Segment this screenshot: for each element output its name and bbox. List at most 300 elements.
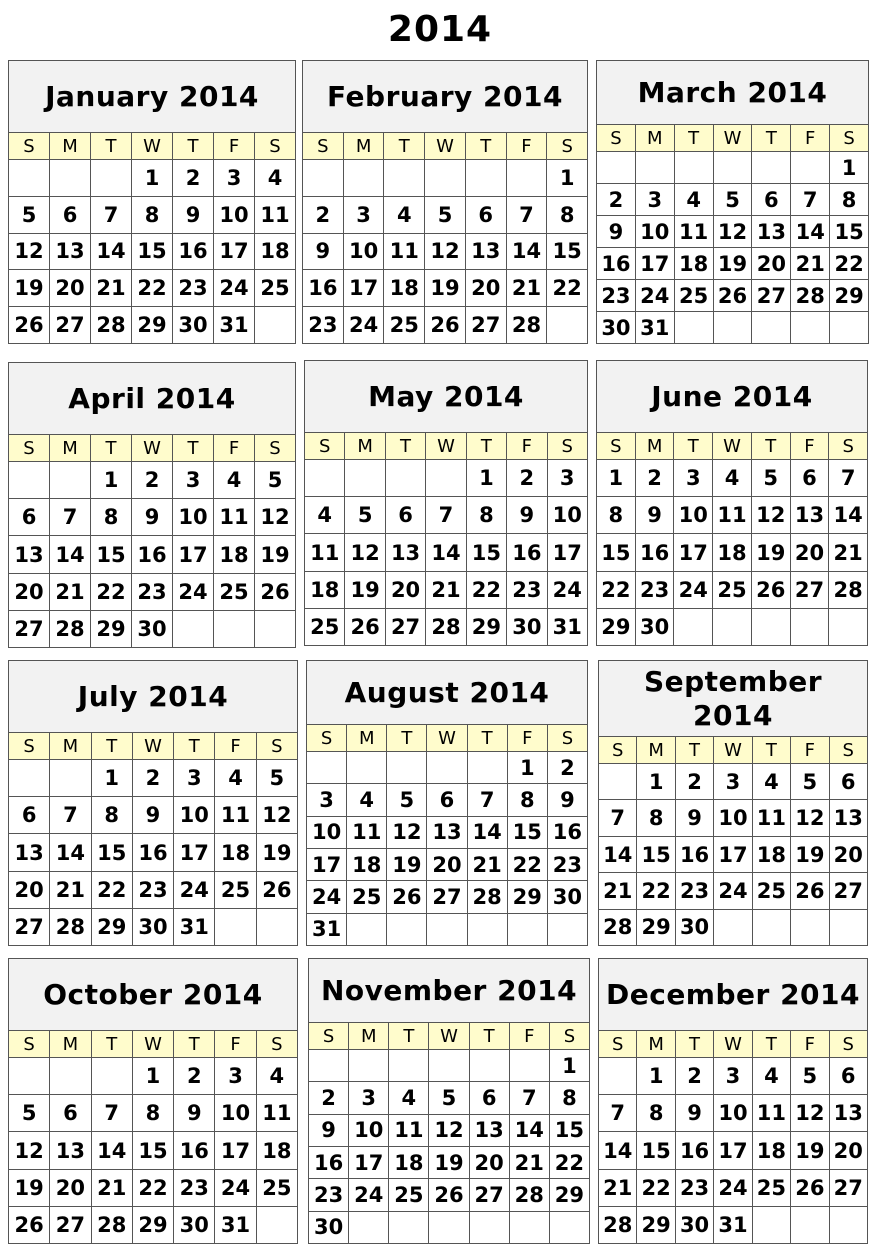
day-cell: 17 [552,540,582,565]
day-cell: 9 [636,497,675,533]
day-cell: 21 [599,1170,637,1206]
day-cell: 21 [833,540,863,565]
empty-day-cell [713,609,752,645]
weekday-label: T [753,737,791,763]
month-title: December 2014 [599,959,867,1031]
day-cell: 24 [674,572,713,608]
empty-day-cell [9,760,50,796]
day-cell: 7 [91,197,132,233]
day-cell: 25 [215,872,256,908]
empty-day-cell [347,914,387,945]
day-cell: 19 [752,534,791,570]
day-cell: 25 [260,276,290,301]
day-cell: 12 [714,216,753,247]
week-row [9,1058,297,1095]
weekday-label: S [269,437,281,459]
empty-day-cell [791,152,830,183]
weekday-label: W [713,433,752,459]
weekday-label: F [215,1031,256,1057]
weekday-label: W [426,433,466,459]
day-cell: 28 [599,1207,637,1243]
empty-day-cell [50,1058,91,1094]
weekday-label: T [384,133,425,159]
week-row [9,160,295,197]
week-row [599,837,867,873]
day-cell: 19 [260,542,290,567]
day-cell: 10 [714,1095,752,1131]
empty-day-cell [791,1207,829,1243]
day-cell: 13 [9,536,50,572]
day-cell: 29 [92,909,133,945]
weekday-label: T [675,125,714,151]
day-cell: 7 [468,784,508,815]
weekday-label: S [271,735,283,757]
day-cell: 30 [676,910,714,945]
day-cell: 9 [173,197,214,233]
day-cell: 12 [791,1095,829,1131]
day-cell: 30 [507,609,547,645]
day-cell: 16 [636,534,675,570]
empty-day-cell [753,910,791,945]
day-cell: 24 [214,270,255,306]
day-cell: 24 [636,280,675,311]
day-cell: 24 [307,881,347,912]
day-cell: 11 [262,1101,292,1126]
day-cell: 25 [262,1175,292,1200]
weekday-label: F [791,737,829,763]
day-cell: 22 [91,574,132,610]
empty-day-cell [173,611,214,647]
empty-day-cell [830,1207,867,1243]
day-cell: 1 [841,155,857,180]
day-cell: 4 [384,197,425,233]
week-row [307,849,587,881]
day-cell: 7 [510,1082,550,1113]
day-cell: 4 [675,184,714,215]
week-row [597,184,868,216]
empty-day-cell [714,312,753,343]
day-cell: 22 [834,251,864,276]
empty-day-cell [307,752,347,783]
day-cell: 14 [50,536,91,572]
day-cell: 25 [713,572,752,608]
weekday-label: M [344,133,385,159]
empty-day-cell [50,462,91,498]
week-row [599,1058,867,1095]
month-1 [302,60,588,344]
day-cell: 15 [92,834,133,870]
day-cell: 19 [714,248,753,279]
day-cell: 16 [309,1147,349,1178]
day-cell: 8 [559,202,575,227]
week-row [9,462,295,499]
day-cell: 22 [637,1170,675,1206]
day-cell: 18 [675,248,714,279]
empty-day-cell [215,909,256,945]
empty-day-cell [791,312,830,343]
day-cell: 18 [753,1132,791,1168]
day-cell: 22 [554,1150,585,1175]
day-cell: 16 [132,536,173,572]
day-cell: 6 [840,769,856,794]
day-cell: 6 [50,197,91,233]
day-cell: 20 [833,842,863,867]
day-cell: 17 [349,1147,389,1178]
day-cell: 23 [636,572,675,608]
empty-day-cell [303,160,344,196]
day-cell: 8 [508,784,548,815]
day-cell: 21 [599,873,637,908]
day-cell: 1 [637,1058,675,1094]
day-cell: 8 [637,800,675,835]
day-cell: 2 [560,755,575,780]
day-cell: 12 [262,803,292,828]
empty-day-cell [257,1207,297,1243]
week-row [309,1082,589,1114]
empty-day-cell [9,462,50,498]
day-cell: 8 [841,187,857,212]
empty-day-cell [387,752,427,783]
weekday-label: T [92,733,133,759]
empty-day-cell [830,910,867,945]
week-row [9,536,295,573]
day-cell: 4 [267,165,283,190]
empty-day-cell [384,160,425,196]
day-cell: 9 [303,234,344,270]
day-cell: 30 [309,1212,349,1243]
day-cell: 7 [50,499,91,535]
day-cell: 4 [305,497,345,533]
week-row [597,152,868,184]
day-cell: 31 [636,312,675,343]
week-row [9,611,295,647]
day-cell: 5 [791,764,829,799]
day-cell: 13 [427,817,467,848]
empty-day-cell [791,609,830,645]
day-cell: 4 [753,1058,791,1094]
day-cell: 13 [466,234,507,270]
day-cell: 26 [429,1179,469,1210]
weekday-label: S [561,135,573,157]
empty-day-cell [344,160,385,196]
weekday-label: W [427,725,467,751]
weekday-label: S [843,127,855,149]
day-cell: 12 [425,234,466,270]
weekday-label: T [91,435,132,461]
empty-day-cell [345,460,385,496]
day-cell: 10 [674,497,713,533]
week-row [303,160,587,197]
month-10 [308,958,590,1244]
week-row [305,497,587,534]
weekday-label: T [92,1031,133,1057]
empty-day-cell [50,760,91,796]
weekday-label: W [133,1031,174,1057]
day-cell: 12 [9,234,50,270]
empty-day-cell [468,752,508,783]
day-cell: 3 [714,1058,752,1094]
empty-day-cell [752,609,791,645]
day-cell: 19 [791,837,829,872]
day-cell: 26 [9,307,50,343]
day-cell: 11 [347,817,387,848]
day-cell: 22 [552,276,582,301]
day-cell: 7 [426,497,466,533]
day-cell: 4 [347,784,387,815]
week-row [303,270,587,307]
day-cell: 22 [508,849,548,880]
empty-day-cell [599,764,637,799]
weekday-label: S [9,435,50,461]
weekday-label: M [637,1031,675,1057]
day-cell: 27 [50,1207,91,1243]
day-cell: 26 [425,307,466,343]
day-cell: 20 [9,574,50,610]
empty-day-cell [50,160,91,196]
weekday-label: T [91,133,132,159]
day-cell: 19 [425,270,466,306]
weekday-label: W [714,1031,752,1057]
weekday-label: F [507,433,547,459]
weekday-label: F [791,433,830,459]
weekday-header-row [597,433,867,460]
day-cell: 14 [426,534,466,570]
weekday-label: S [842,739,854,761]
month-title: April 2014 [9,363,295,435]
weekday-header-row [9,1031,297,1058]
week-row [597,312,868,343]
day-cell: 1 [637,764,675,799]
day-cell: 11 [389,1115,429,1146]
weekday-label: T [674,433,713,459]
day-cell: 30 [132,611,173,647]
day-cell: 28 [426,609,466,645]
weekday-label: T [676,737,714,763]
day-cell: 8 [92,797,133,833]
week-row [597,572,867,609]
day-cell: 16 [174,1132,215,1168]
day-cell: 5 [269,766,285,791]
month-11 [598,958,868,1244]
weekday-header-row [599,737,867,764]
day-cell: 19 [345,572,385,608]
day-cell: 10 [714,800,752,835]
day-cell: 1 [92,760,133,796]
day-cell: 30 [133,909,174,945]
weekday-header-row [599,1031,867,1058]
weekday-label: W [132,133,173,159]
day-cell: 30 [174,1207,215,1243]
month-title: February 2014 [303,61,587,133]
weekday-label: T [676,1031,714,1057]
month-9 [8,958,298,1244]
month-title: September 2014 [599,661,867,737]
weekday-label: S [597,125,636,151]
day-cell: 26 [387,881,427,912]
weekday-label: S [599,1031,637,1057]
day-cell: 11 [384,234,425,270]
day-cell: 23 [309,1179,349,1210]
day-cell: 9 [597,216,636,247]
month-title: August 2014 [307,661,587,725]
day-cell: 15 [508,817,548,848]
day-cell: 28 [92,1207,133,1243]
weekday-label: S [563,1025,576,1047]
weekday-label: T [389,1023,429,1049]
day-cell: 2 [676,1058,714,1094]
empty-day-cell [305,460,345,496]
day-cell: 9 [174,1095,215,1131]
weekday-header-row [9,733,297,760]
day-cell: 27 [466,307,507,343]
day-cell: 6 [791,460,830,496]
week-row [597,497,867,534]
empty-day-cell [752,312,791,343]
week-row [305,572,587,609]
day-cell: 23 [552,852,583,877]
empty-day-cell [829,609,867,645]
empty-day-cell [714,152,753,183]
empty-day-cell [427,914,467,945]
day-cell: 23 [133,872,174,908]
week-row [599,800,867,836]
week-row [305,534,587,571]
day-cell: 30 [552,884,583,909]
week-row [307,752,587,784]
day-cell: 16 [303,270,344,306]
day-cell: 17 [674,534,713,570]
month-title: January 2014 [9,61,295,133]
empty-day-cell [349,1050,389,1081]
week-row [9,1170,297,1207]
week-row [9,834,297,871]
day-cell: 12 [260,505,290,530]
day-cell: 27 [386,609,426,645]
day-cell: 20 [9,872,50,908]
weekday-label: T [174,733,215,759]
day-cell: 12 [387,817,427,848]
day-cell: 16 [676,1132,714,1168]
weekday-label: F [791,125,830,151]
day-cell: 1 [132,160,173,196]
day-cell: 2 [597,184,636,215]
weekday-header-row [9,133,295,160]
empty-day-cell [349,1212,389,1243]
month-title: June 2014 [597,361,867,433]
day-cell: 27 [470,1179,510,1210]
weekday-label: T [466,133,507,159]
day-cell: 6 [9,499,50,535]
day-cell: 22 [132,270,173,306]
day-cell: 15 [552,239,582,264]
day-cell: 4 [389,1082,429,1113]
weekday-label: S [9,1031,50,1057]
day-cell: 10 [215,1095,256,1131]
day-cell: 1 [91,462,132,498]
weekday-label: W [429,1023,469,1049]
day-cell: 2 [309,1082,349,1113]
day-cell: 30 [597,312,636,343]
empty-day-cell [470,1212,510,1243]
day-cell: 21 [92,1170,133,1206]
day-cell: 5 [267,468,283,493]
day-cell: 14 [599,837,637,872]
day-cell: 28 [599,910,637,945]
empty-day-cell [214,611,255,647]
day-cell: 8 [562,1085,577,1110]
day-cell: 31 [215,1207,256,1243]
day-cell: 24 [552,577,582,602]
day-cell: 20 [791,534,830,570]
day-cell: 17 [636,248,675,279]
empty-day-cell [675,152,714,183]
day-cell: 22 [637,873,675,908]
weekday-header-row [597,125,868,152]
week-row [599,873,867,909]
day-cell: 18 [389,1147,429,1178]
month-4 [304,360,588,646]
day-cell: 19 [9,1170,50,1206]
weekday-label: M [636,433,675,459]
day-cell: 23 [676,1170,714,1206]
day-cell: 14 [791,216,830,247]
day-cell: 24 [174,872,215,908]
day-cell: 29 [554,1182,585,1207]
day-cell: 31 [307,914,347,945]
day-cell: 26 [9,1207,50,1243]
week-row [597,460,867,497]
day-cell: 6 [9,797,50,833]
weekday-label: S [561,727,574,749]
day-cell: 3 [174,760,215,796]
weekday-label: S [307,725,347,751]
day-cell: 23 [132,574,173,610]
day-cell: 6 [466,197,507,233]
day-cell: 20 [427,849,467,880]
month-6 [8,660,298,946]
weekday-label: T [753,1031,791,1057]
day-cell: 26 [262,877,292,902]
week-row [599,1095,867,1132]
day-cell: 17 [173,536,214,572]
month-3 [8,362,296,648]
empty-day-cell [636,152,675,183]
day-cell: 22 [597,572,636,608]
week-row [597,534,867,571]
day-cell: 6 [840,1064,856,1089]
empty-day-cell [389,1050,429,1081]
day-cell: 12 [345,534,385,570]
day-cell: 11 [305,534,345,570]
day-cell: 1 [133,1058,174,1094]
empty-day-cell [429,1050,469,1081]
weekday-label: M [50,1031,91,1057]
day-cell: 11 [753,1095,791,1131]
weekday-label: M [50,733,91,759]
day-cell: 10 [214,197,255,233]
day-cell: 1 [467,460,507,496]
day-cell: 24 [215,1170,256,1206]
weekday-header-row [309,1023,589,1050]
day-cell: 26 [345,609,385,645]
day-cell: 7 [791,184,830,215]
day-cell: 25 [347,881,387,912]
day-cell: 13 [470,1115,510,1146]
day-cell: 2 [173,160,214,196]
week-row [9,270,295,307]
day-cell: 29 [637,1207,675,1243]
day-cell: 20 [386,572,426,608]
